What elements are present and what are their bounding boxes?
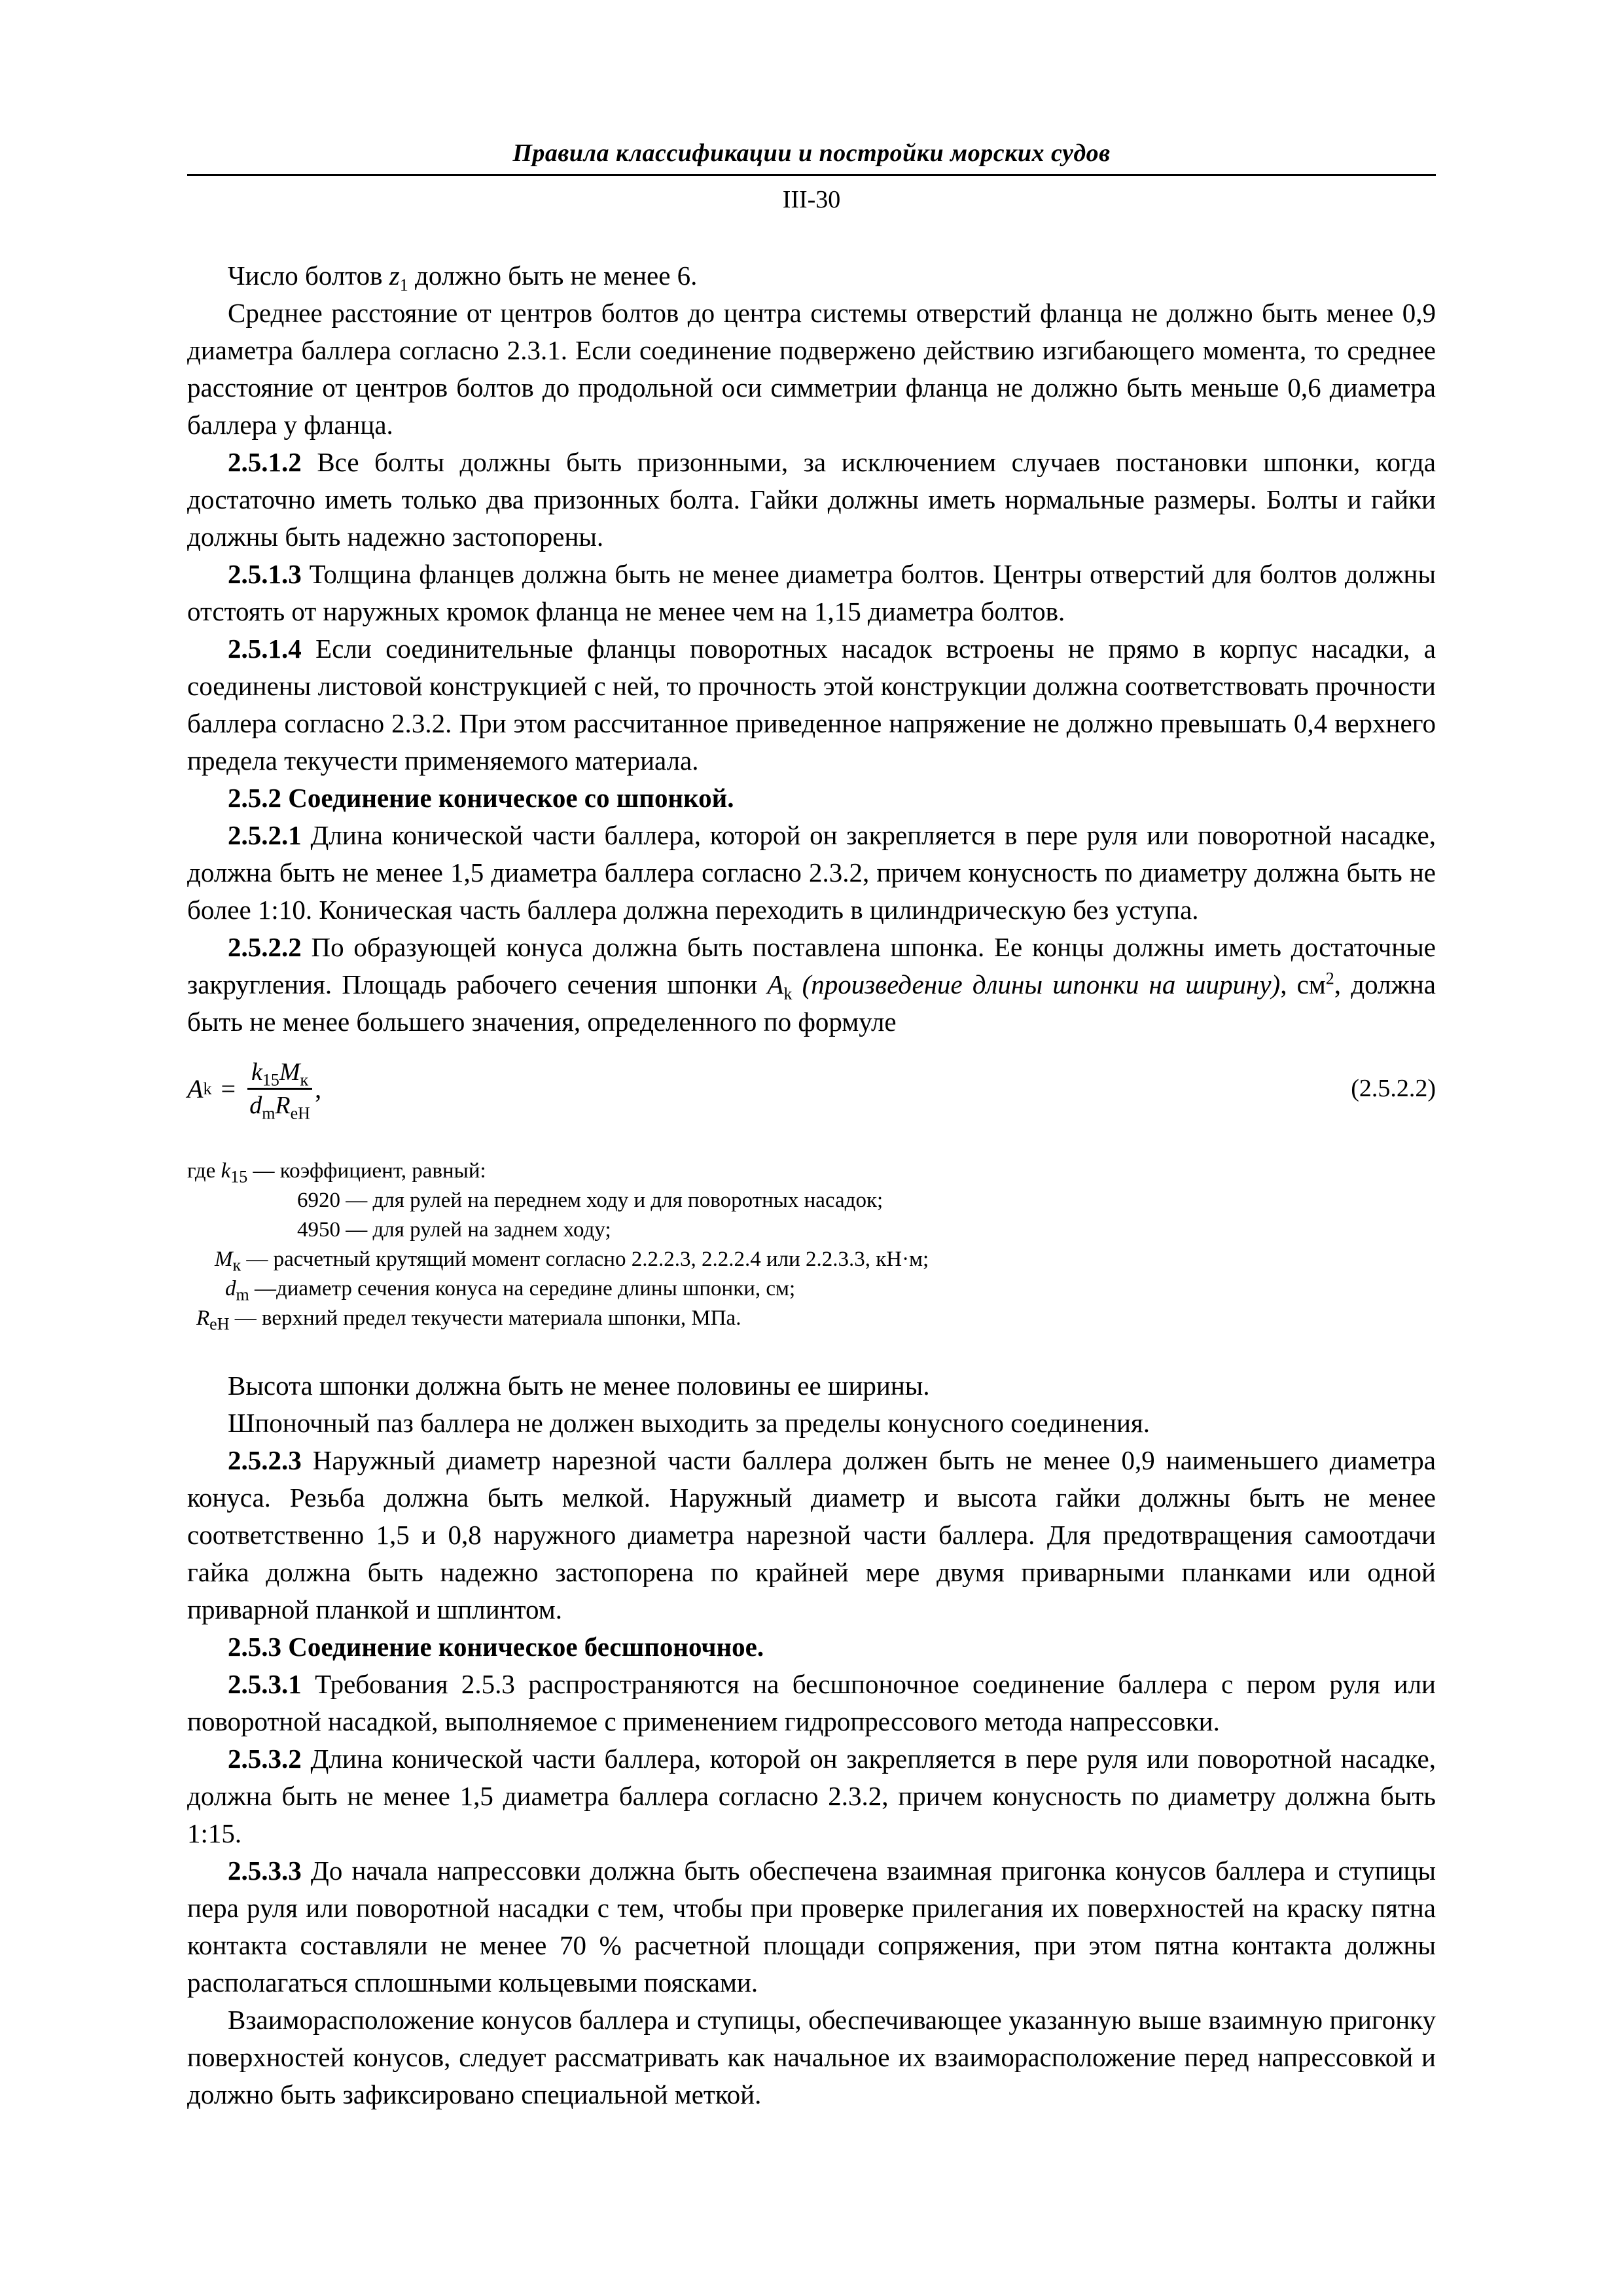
variable-k15: k — [251, 1058, 262, 1086]
text-run: Если соединительные фланцы поворотных насадок встроены не прямо в корпус насадки, а соединены листовой конструкцией с ней, то прочность этой конструкции должна соответствовать прочности баллера согласно 2.3.2. При этом рассчитанное приведенное напряжение не должно превышать 0,4 верхнего предела текучести применяемого материала. — [187, 634, 1436, 776]
text-run: где — [187, 1159, 221, 1183]
paragraph-mutual-position — [187, 2001, 1436, 2113]
clause-number: 2.5.3.3 — [228, 1856, 311, 1886]
clause-number: 2.5.3.2 — [228, 1744, 311, 1774]
subscript: 15 — [262, 1070, 279, 1090]
subscript: к — [300, 1070, 309, 1090]
subscript: m — [262, 1103, 276, 1123]
paragraph-keyway — [187, 1405, 1436, 1442]
formula-2-5-2-2 — [187, 1058, 1436, 1123]
paragraph-2-5-1-2 — [187, 444, 1436, 556]
text-run: — расчетный крутящий момент согласно 2.2.2.3, 2.2.2.4 или 2.2.3.3, кН·м; — [241, 1247, 929, 1271]
formula-comma: , — [315, 1074, 322, 1103]
definition-k15-astern: 4950 — для рулей на заднем ходу; — [297, 1218, 611, 1242]
text-run: , должна быть не менее большего значения, определенного по формуле — [187, 969, 1436, 1037]
subscript: k — [783, 984, 793, 1004]
definition-k15-forward: 6920 — для рулей на переднем ходу и для поворотных насадок; — [297, 1189, 883, 1212]
paragraph-2-5-3-1 — [187, 1666, 1436, 1740]
formula-lhs: A — [187, 1074, 204, 1103]
subscript: eH — [209, 1314, 230, 1334]
text-run: Требования 2.5.3 распространяются на бесшпоночное соединение баллера с пером руля или поворотной насадкой, выполняемое с применением гидропрессового метода напрессовки. — [187, 1669, 1436, 1736]
equals-sign: = — [221, 1074, 236, 1103]
text-run: Наружный диаметр нарезной части баллера должен быть не менее 0,9 наименьшего диаметра конуса. Резьба должна быть мелкой. Наружный диаметр и высота гайки должны быть не менее соответственно 1,5 и 0,8 наружного диаметра нарезной части баллера. Для предотвращения самоотдачи гайка должна быть надежно застопорена по крайней мере двумя приварными планками или одной приварной планкой и шплинтом. — [187, 1445, 1436, 1624]
paragraph-2-5-1-4 — [187, 630, 1436, 780]
heading-text: 2.5.3 Соединение коническое бесшпоночное. — [228, 1632, 764, 1662]
variable-Mk: M — [279, 1058, 300, 1086]
heading-text: 2.5.2 Соединение коническое со шпонкой. — [228, 783, 734, 813]
subscript: 15 — [230, 1167, 248, 1187]
formula-expression: A k = $\frac{k_{15}M_к}{d_mR_{eH}}$ , — [187, 1058, 322, 1123]
text-run: Число болтов — [228, 260, 389, 291]
definition-k15 — [187, 1157, 1436, 1186]
paragraph-key-height — [187, 1367, 1436, 1405]
variable-Ak: A — [767, 969, 784, 999]
variable-z: z — [389, 260, 400, 291]
variable-dm: d — [225, 1277, 236, 1300]
paragraph-2-5-3-3 — [187, 1852, 1436, 2001]
text-run: Все болты должны быть призонными, за исключением случаев постановки шпонки, когда достаточно иметь только два призонных болта. Гайки должны иметь нормальные размеры. Болты и гайки должны быть надежно застопорены. — [187, 447, 1436, 552]
subscript: m — [236, 1285, 249, 1304]
variable-dm: d — [249, 1092, 262, 1119]
subscript: eH — [290, 1103, 310, 1123]
paragraph-2-5-2-3 — [187, 1442, 1436, 1628]
header-title: Правила классификации и постройки морских судов — [512, 139, 1111, 167]
text-run: По образующей конуса должна быть поставлена шпонка. Ее концы должны иметь достаточные закругления. Площадь рабочего сечения шпонки — [187, 932, 1436, 999]
paragraph-2-5-1-3 — [187, 556, 1436, 630]
text-run: Длина конической части баллера, которой он закрепляется в пере руля или поворотной насадке, должна быть не менее 1,5 диаметра баллера согласно 2.3.2, причем конусность по диаметру должна быть 1:15. — [187, 1744, 1436, 1848]
section-heading-2-5-2 — [187, 780, 1436, 817]
variable-Mk: M — [215, 1247, 233, 1271]
text-run: — коэффициент, равный: — [247, 1159, 486, 1183]
text-run: , см — [1280, 969, 1326, 999]
clause-number: 2.5.2.3 — [228, 1445, 313, 1475]
text-run: Длина конической части баллера, которой он закрепляется в пере руля или поворотной насадке, должна быть не менее 1,5 диаметра баллера согласно 2.3.2, причем конусность по диаметру должна быть не более 1:10. Коническая часть баллера должна переходить в цилиндрическую без уступа. — [187, 820, 1436, 925]
subscript: 1 — [399, 276, 408, 295]
page-number: III-30 — [782, 186, 841, 213]
text-run: должно быть не менее 6. — [408, 260, 698, 291]
clause-number: 2.5.1.2 — [228, 447, 317, 477]
fraction-denominator — [249, 1090, 310, 1123]
text-run: Шпоночный паз баллера не должен выходить за пределы конусного соединения. — [228, 1408, 1150, 1438]
paragraph-2-5-2-2 — [187, 929, 1436, 1041]
definition-Mk — [187, 1245, 1436, 1274]
clause-number: 2.5.1.3 — [228, 559, 310, 589]
clause-number: 2.5.2.2 — [228, 932, 312, 962]
paragraph-bolt-count — [187, 257, 1436, 295]
text-run: Высота шпонки должна быть не менее половины ее ширины. — [228, 1371, 930, 1401]
paragraph-mean-distance — [187, 295, 1436, 444]
page-header — [187, 139, 1436, 214]
text-run: —диаметр сечения конуса на середине длины шпонки, см; — [249, 1277, 796, 1300]
definition-ReH — [187, 1304, 1436, 1333]
variable-ReH: R — [275, 1092, 291, 1119]
section-heading-2-5-3 — [187, 1628, 1436, 1666]
formula-reference-number: (2.5.2.2) — [1351, 1075, 1436, 1102]
clause-number: 2.5.2.1 — [228, 820, 311, 850]
italic-parenthetical: (произведение длины шпонки на ширину) — [792, 969, 1281, 999]
subscript: к — [232, 1255, 241, 1275]
text-run: — верхний предел текучести материала шпонки, МПа. — [229, 1306, 741, 1330]
document-body — [187, 257, 1436, 2113]
text-run: Взаиморасположение конусов баллера и ступицы, обеспечивающее указанную выше взаимную пригонку поверхностей конусов, следует рассматривать как начальное их взаиморасположение перед напрессовкой и должно быть зафиксировано специальной меткой. — [187, 2005, 1436, 2109]
definition-dm — [187, 1274, 1436, 1304]
paragraph-2-5-2-1 — [187, 817, 1436, 929]
clause-number: 2.5.1.4 — [228, 634, 316, 664]
clause-number: 2.5.3.1 — [228, 1669, 315, 1699]
fraction-numerator — [247, 1058, 312, 1090]
text-run: Среднее расстояние от центров болтов до центра системы отверстий фланца не должно быть менее 0,9 диаметра баллера согласно 2.3.1. Если соединение подвержено действию изгибающего момента, то среднее расстояние от центров болтов до продольной оси симметрии фланца не должно быть меньше 0,6 диаметра баллера у фланца. — [187, 298, 1436, 440]
text-run: До начала напрессовки должна быть обеспечена взаимная пригонка конусов баллера и ступицы пера руля или поворотной насадки с тем, чтобы при проверке прилегания их поверхностей на краску пятна контакта составляли не менее 70 % расчетной площади сопряжения, при этом пятна контакта должны располагаться сплошными кольцевыми поясками. — [187, 1856, 1436, 1998]
paragraph-2-5-3-2 — [187, 1740, 1436, 1852]
variable-k15: k — [221, 1159, 231, 1183]
fraction — [247, 1058, 312, 1123]
superscript: 2 — [1325, 969, 1334, 988]
variable-ReH: R — [196, 1306, 210, 1330]
header-rule — [187, 174, 1436, 176]
where-definitions-list — [187, 1157, 1436, 1333]
text-run: Толщина фланцев должна быть не менее диаметра болтов. Центры отверстий для болтов должны отстоять от наружных кромок фланца не менее чем на 1,15 диаметра болтов. — [187, 559, 1436, 626]
